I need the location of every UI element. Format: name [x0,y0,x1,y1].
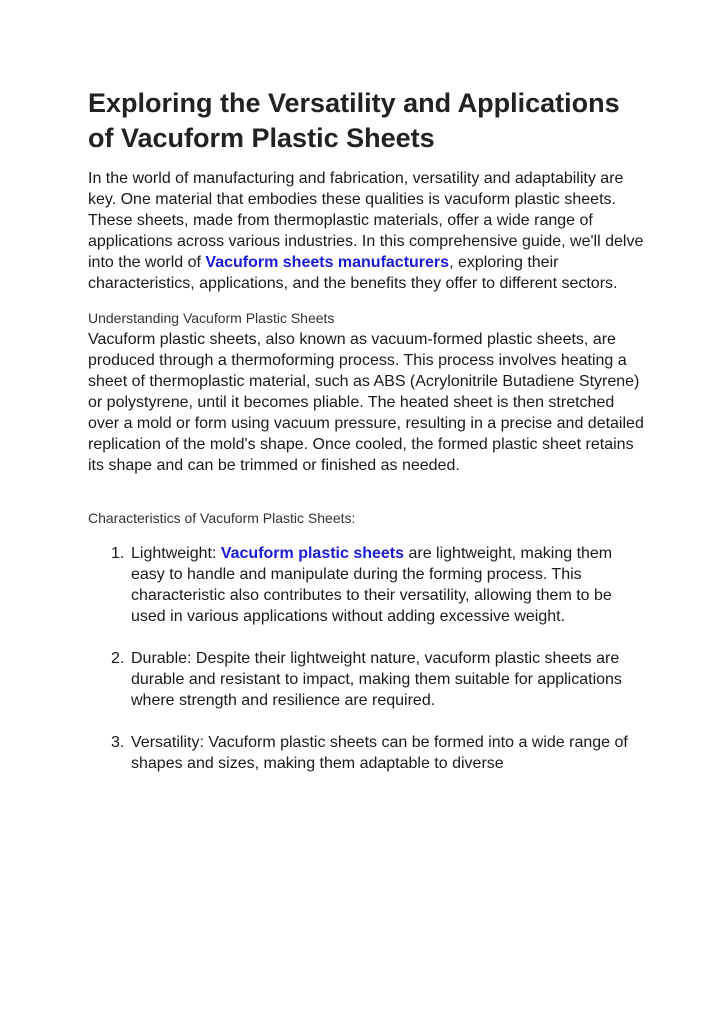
characteristics-list [88,543,648,774]
vacuform-plastic-sheets-link[interactable]: Vacuform plastic sheets [220,545,405,562]
list-item-text-before-link: Lightweight: [131,545,221,562]
intro-text-after-link: , exploring their characteristics, applications, and the benefits they offer to different sectors. [88,254,618,292]
intro-paragraph [88,168,648,294]
list-item-text: Durable: Despite their lightweight nature, vacuform plastic sheets are durable and resistant to impact, making them suitable for applications where strength and resilience are required. [131,650,622,709]
list-item [88,543,648,627]
list-item [88,648,648,711]
intro-text-before-link: In the world of manufacturing and fabrication, versatility and adaptability are key. One material that embodies these qualities is vacuform plastic sheets. These sheets, made from thermoplastic materials, offer a wide range of applications across various industries. In this comprehensive guide, we'll delve into the world of [88,170,644,271]
list-item-text-after-link: are lightweight, making them easy to handle and manipulate during the forming process. This characteristic also contributes to their versatility, allowing them to be used in various applications without adding excessive weight. [131,545,613,625]
list-item [88,732,648,774]
list-item-text: Versatility: Vacuform plastic sheets can be formed into a wide range of shapes and sizes, making them adaptable to diverse [131,734,628,772]
section-heading-characteristics: Characteristics of Vacuform Plastic Sheets: [88,510,356,526]
vacuform-sheets-manufacturers-link[interactable]: Vacuform sheets manufacturers [205,254,450,271]
document-page [88,86,648,795]
section-heading-understanding: Understanding Vacuform Plastic Sheets [88,310,335,326]
understanding-paragraph: Vacuform plastic sheets, also known as vacuum-formed plastic sheets, are produced through a thermoforming process. This process involves heating a sheet of thermoplastic material, such as ABS (Acrylonitrile Butadiene Styrene) or polystyrene, until it becomes pliable. The heated sheet is then stretched over a mold or form using vacuum pressure, resulting in a precise and detailed replication of the mold's shape. Once cooled, the formed plastic sheet retains its shape and can be trimmed or finished as needed. [88,331,644,474]
list-item-number: 1. [111,545,125,562]
list-item-number: 2. [111,650,125,667]
list-item-number: 3. [111,734,125,751]
page-title: Exploring the Versatility and Applications of Vacuform Plastic Sheets [88,88,620,153]
